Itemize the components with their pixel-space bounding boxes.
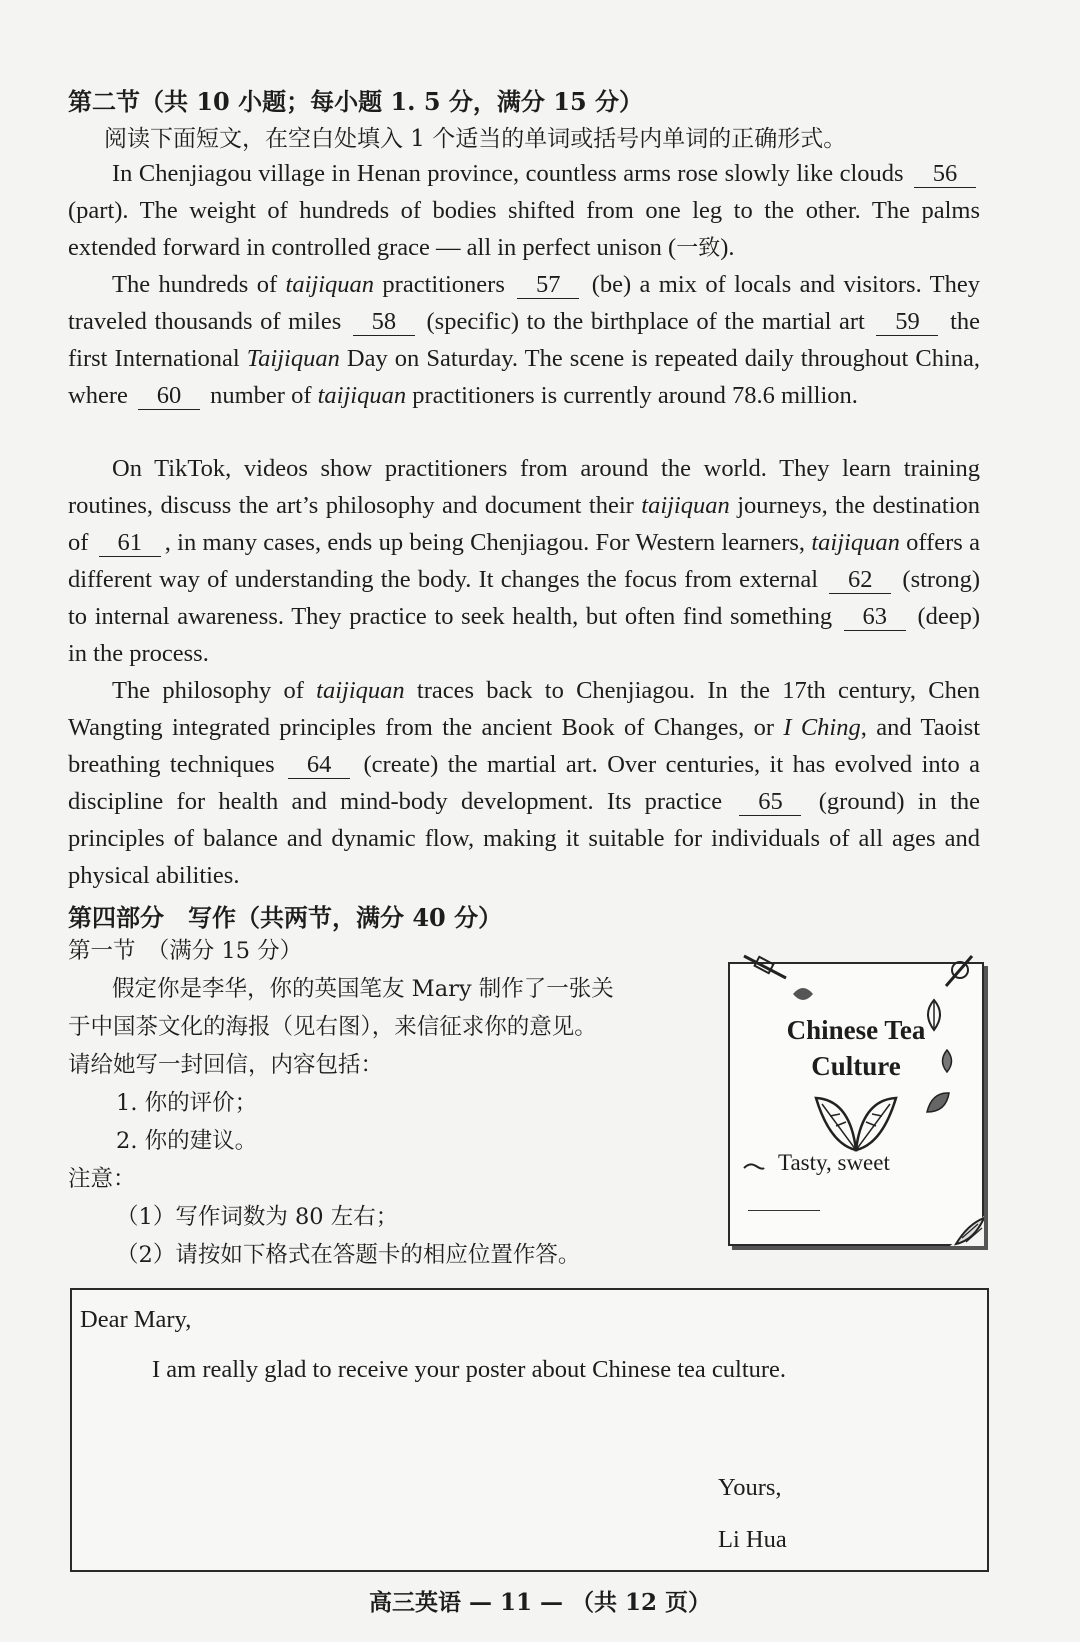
text-run: ).	[720, 234, 735, 261]
blank-64: 64	[288, 752, 350, 779]
passage-paragraph-2	[68, 266, 980, 414]
passage-paragraph-4	[68, 672, 980, 894]
text-run: , and Taoist breathing techniques	[68, 714, 980, 778]
blank-56: 56	[914, 161, 976, 188]
blank-60: 60	[138, 383, 200, 410]
part4-heading: 第四部分 写作（共两节，满分 40 分）	[68, 903, 503, 932]
italic-term: taijiquan	[317, 382, 407, 409]
italic-term: I Ching	[783, 714, 861, 741]
letter-greeting: Dear Mary,	[80, 1306, 192, 1333]
blank-58: 58	[353, 309, 415, 336]
section-heading: 第二节（共 10 小题；每小题 1. 5 分，满分 15 分）	[68, 87, 644, 116]
tea-poster	[728, 962, 984, 1246]
task-line: 假定你是李华，你的英国笔友 Mary 制作了一张关	[112, 976, 614, 1002]
task-line: 于中国茶文化的海报（见右图），来信征求你的意见。	[68, 1014, 597, 1040]
task-note-label: 注意：	[68, 1166, 136, 1192]
text-run: the first International	[68, 308, 981, 372]
page-footer: 高三英语 — 11 — （共 12 页）	[368, 1589, 712, 1616]
text-run: offers a different way of understanding the body. It changes the focus from external	[68, 529, 981, 593]
poster-title-line: Culture	[811, 1051, 901, 1081]
italic-term: taijiquan	[641, 492, 730, 519]
writing-task	[68, 932, 688, 1274]
text-run: journeys, the destination of	[68, 492, 981, 556]
leaf-icon	[924, 1090, 952, 1116]
italic-term: taijiquan	[316, 677, 405, 704]
blank-57: 57	[517, 272, 579, 299]
text-run: practitioners is currently around 78.6 million.	[412, 382, 858, 409]
chinese-gloss: 一致	[676, 236, 721, 261]
blank-61: 61	[99, 530, 161, 557]
text-run: The hundreds of	[112, 271, 278, 298]
section-instruction: 阅读下面短文，在空白处填入 1 个适当的单词或括号内单词的正确形式。	[104, 126, 847, 152]
pin-icon	[936, 948, 982, 992]
sub-heading: 第一节 （满分 15 分）	[68, 938, 303, 964]
text-run: practitioners	[382, 271, 505, 298]
text-run: (part). The weight of hundreds of bodies shifted from one leg to the other. The palms extended forward in controlled grace — all in perfect unison (	[68, 197, 980, 261]
tea-leaves-icon	[810, 1086, 902, 1152]
letter-opening: I am really glad to receive your poster about Chinese tea culture.	[152, 1356, 787, 1383]
text-run: (create) the martial art. Over centuries, it has evolved into a discipline for health and mind-body development. Its practice	[68, 751, 980, 815]
text-run: The philosophy of	[112, 677, 304, 704]
text-run: number of	[210, 382, 312, 409]
blank-62: 62	[829, 567, 891, 594]
italic-term: taijiquan	[285, 271, 375, 298]
passage-paragraph-1	[68, 155, 980, 267]
task-item: 2. 你的建议。	[116, 1128, 258, 1154]
text-run: (strong) to internal awareness. They practice to seek health, but often find something	[68, 566, 980, 630]
text-run: , in many cases, ends up being Chenjiagou. For Western learners,	[164, 529, 806, 556]
task-line: 请给她写一封回信，内容包括：	[68, 1052, 384, 1078]
italic-term: taijiquan	[811, 529, 900, 556]
task-item: 1. 你的评价；	[116, 1090, 258, 1116]
blank-63: 63	[844, 604, 906, 631]
tilde-icon	[742, 1160, 766, 1172]
poster-tagline: Tasty, sweet	[778, 1150, 890, 1175]
passage-paragraph-3	[68, 450, 980, 672]
poster-title	[730, 1012, 982, 1084]
curled-corner-icon	[950, 1216, 984, 1246]
task-note: （1）写作词数为 80 左右；	[116, 1204, 399, 1230]
letter-closing: Yours,	[718, 1474, 782, 1501]
text-run: (ground) in the principles of balance and dynamic flow, making it suitable for individuals of all ages and physical abilities.	[68, 788, 981, 889]
pin-icon	[738, 950, 794, 990]
blank-59: 59	[876, 309, 938, 336]
poster-title-line: Chinese Tea	[786, 1015, 926, 1045]
leaf-icon	[790, 984, 816, 1004]
text-run: (specific) to the birthplace of the martial art	[426, 308, 865, 335]
blank-65: 65	[739, 789, 801, 816]
task-note: （2）请按如下格式在答题卡的相应位置作答。	[116, 1242, 581, 1268]
text-run: traces back to Chenjiagou. In the 17th century, Chen Wangting integrated principles from the ancient Book of Changes, or	[68, 677, 980, 741]
letter-template	[70, 1288, 989, 1572]
text-run: (be) a mix of locals and visitors. They traveled thousands of miles	[68, 271, 981, 335]
text-run: (deep) in the process.	[68, 603, 981, 667]
text-run: In Chenjiagou village in Henan province, countless arms rose slowly like clouds	[112, 160, 904, 187]
italic-term: Taijiquan	[246, 345, 340, 372]
letter-signature: Li Hua	[718, 1526, 787, 1553]
text-run: On TikTok, videos show practitioners from around the world. They learn training routines, discuss the art’s philosophy and document their	[68, 455, 980, 519]
poster-blank-line	[748, 1210, 820, 1211]
text-run: Day on Saturday. The scene is repeated daily throughout China, where	[68, 345, 981, 409]
